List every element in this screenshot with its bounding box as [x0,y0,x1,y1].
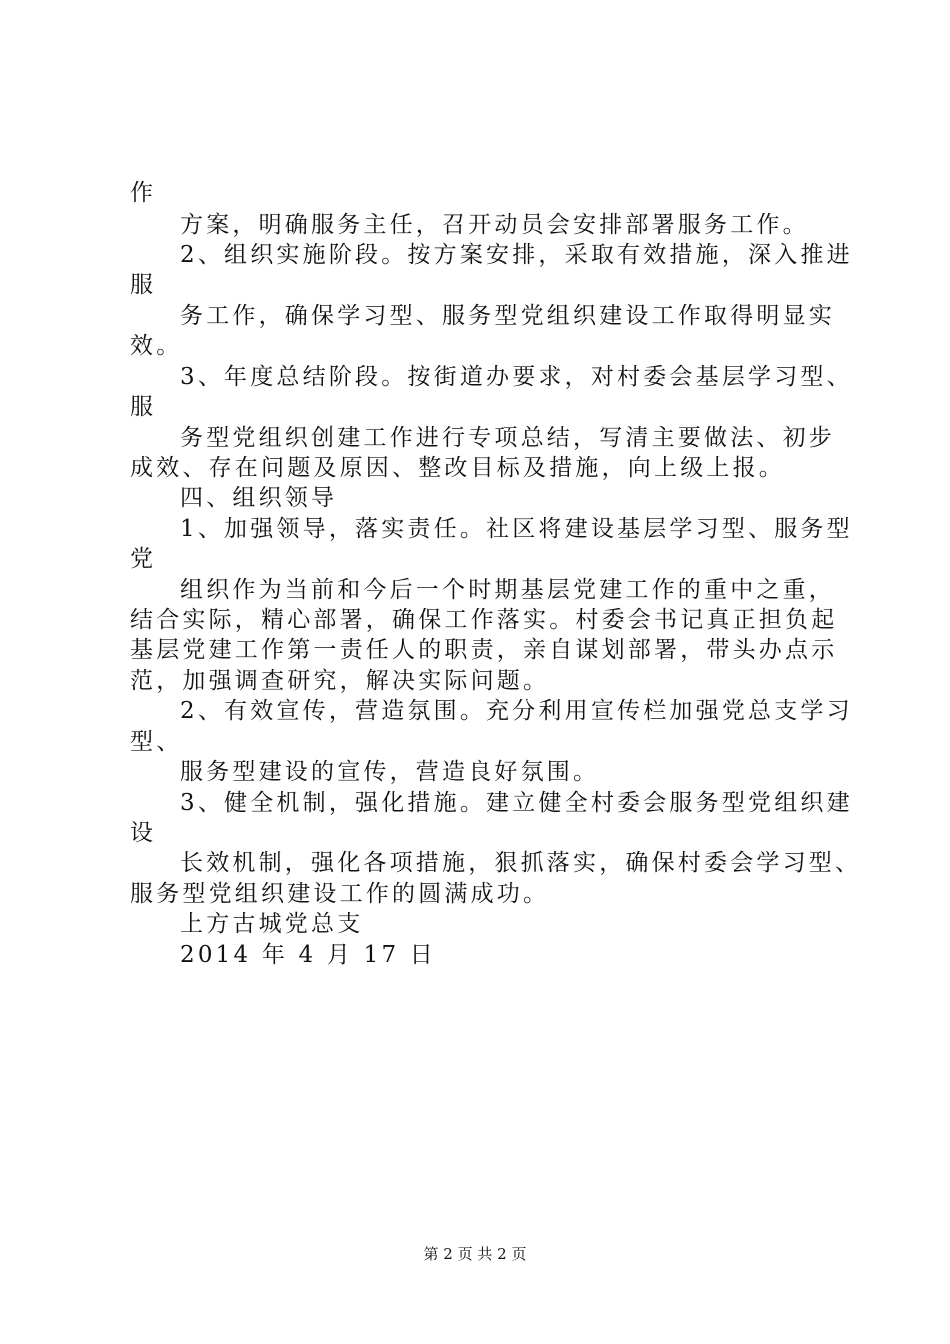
signature-organization: 上方古城党总支 [180,911,364,937]
text-line: 服务型建设的宣传，营造良好氛围。 [180,759,600,785]
text-line: 3、健全机制，强化措施。建立健全村委会服务型党组织建 [180,790,853,816]
text-line: 组织作为当前和今后一个时期基层党建工作的重中之重， [180,577,835,603]
section-heading: 四、组织领导 [180,485,338,511]
text-line: 范，加强调查研究，解决实际问题。 [130,668,550,694]
text-line: 服务型党组织建设工作的圆满成功。 [130,881,550,907]
text-line: 务工作，确保学习型、服务型党组织建设工作取得明显实 [180,303,835,329]
text-line: 型、 [130,729,183,755]
text-line: 服 [130,394,157,420]
text-line: 2、有效宣传，营造氛围。充分利用宣传栏加强党总支学习 [180,698,853,724]
text-line: 效。 [130,333,183,359]
text-line: 3、年度总结阶段。按街道办要求，对村委会基层学习型、 [180,364,853,390]
text-line: 作 [130,180,157,206]
text-line: 结合实际，精心部署，确保工作落实。村委会书记真正担负起 [130,607,838,633]
text-line: 长效机制，强化各项措施，狠抓落实，确保村委会学习型、 [180,850,862,876]
text-line: 基层党建工作第一责任人的职责，亲自谋划部署，带头办点示 [130,637,838,663]
text-line: 1、加强领导，落实责任。社区将建设基层学习型、服务型 [180,516,853,542]
signature-date: 2014 年 4 月 17 日 [180,942,436,968]
text-line: 务型党组织创建工作进行专项总结，写清主要做法、初步 [180,425,835,451]
text-line: 2、组织实施阶段。按方案安排，采取有效措施，深入推进 [180,242,853,268]
text-line: 成效、存在问题及原因、整改目标及措施，向上级上报。 [130,455,785,481]
text-line: 方案，明确服务主任，召开动员会安排部署服务工作。 [180,212,809,238]
text-line: 设 [130,820,157,846]
page-number-footer: 第 2 页 共 2 页 [423,1245,527,1263]
text-line: 党 [130,546,157,572]
text-line: 服 [130,272,157,298]
